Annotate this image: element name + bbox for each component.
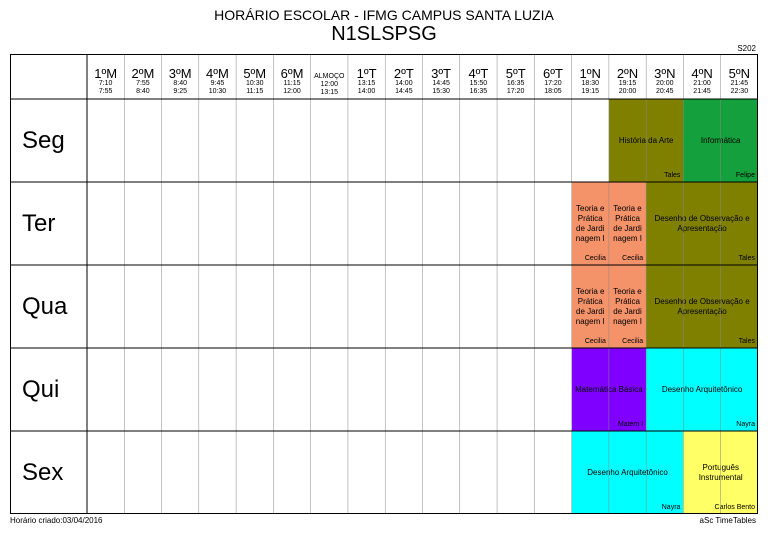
lesson-block[interactable] <box>609 265 646 348</box>
lesson-block[interactable] <box>609 182 646 265</box>
period-label: 5ºT <box>505 66 526 81</box>
period-start: 14:45 <box>432 80 450 87</box>
period-label: 4ºM <box>206 66 229 81</box>
period-start: 21:00 <box>693 80 711 87</box>
lesson-teacher: Cecilia <box>584 255 606 262</box>
period-header <box>273 54 310 99</box>
lesson-teacher: Tales <box>738 338 755 345</box>
lesson-teacher: Felipe <box>735 172 755 179</box>
period-header <box>385 54 422 99</box>
lesson-subject: Teoria e Prática de Jardi nagem I <box>575 286 605 326</box>
lesson-subject: Desenho de Observação e Apresentação <box>654 296 750 316</box>
period-label: 2ºT <box>393 66 414 81</box>
period-label: 4ºN <box>691 66 713 81</box>
period-start: 21:45 <box>730 80 749 87</box>
created-date: Horário criado:03/04/2016 <box>10 516 103 525</box>
period-end: 7:55 <box>98 88 113 95</box>
period-start: 15:50 <box>469 80 488 87</box>
lesson-block[interactable] <box>646 348 758 431</box>
period-end: 11:15 <box>246 88 264 95</box>
period-start: 14:00 <box>395 80 413 87</box>
period-label: 3ºM <box>168 66 192 81</box>
day-label: Sex <box>22 458 64 486</box>
lesson-teacher: Tales <box>664 172 681 179</box>
day-label: Seg <box>22 126 65 154</box>
period-end: 17:20 <box>506 88 525 95</box>
period-end: 13:15 <box>320 89 339 96</box>
lesson-teacher: Cecilia <box>622 338 644 345</box>
period-header <box>162 54 199 99</box>
period-end: 10:30 <box>208 88 227 95</box>
lesson-subject: Português Instrumental <box>698 462 743 482</box>
period-end: 21:45 <box>693 88 711 95</box>
period-header <box>460 54 497 99</box>
lesson-subject: Teoria e Prática de Jardi nagem I <box>613 203 642 243</box>
period-end: 9:25 <box>173 88 187 95</box>
school-title: HORÁRIO ESCOLAR - IFMG CAMPUS SANTA LUZIA <box>214 7 554 23</box>
period-end: 20:45 <box>656 88 674 95</box>
period-end: 15:30 <box>432 88 450 95</box>
period-start: 11:15 <box>283 80 301 87</box>
period-start: 8:40 <box>173 80 187 87</box>
lesson-block[interactable] <box>646 182 758 265</box>
lesson-block[interactable] <box>572 265 609 348</box>
lesson-subject: Teoria e Prática de Jardi nagem I <box>613 286 642 326</box>
period-label: 6ºT <box>543 66 563 81</box>
lesson-block[interactable] <box>609 99 684 182</box>
day-label: Qui <box>22 375 60 403</box>
period-end: 18:05 <box>544 88 562 95</box>
lesson-subject: Desenho de Observação e Apresentação <box>654 213 750 233</box>
period-header <box>348 54 385 99</box>
generator-credit: aSc TimeTables <box>699 516 756 525</box>
day-label: Ter <box>22 209 56 237</box>
lesson-subject: Desenho Arquitetônico <box>587 467 668 477</box>
period-header <box>311 54 348 99</box>
lesson-block[interactable] <box>646 265 758 348</box>
period-start: 20:00 <box>656 80 674 87</box>
room-label: S202 <box>737 44 756 53</box>
lesson-block[interactable] <box>572 348 647 431</box>
period-label: 4ºT <box>468 66 489 81</box>
period-label: 3ºN <box>654 66 676 81</box>
lesson-teacher: Carlos Bento <box>714 504 755 511</box>
lesson-subject: História da Arte <box>618 135 674 145</box>
period-header <box>683 54 720 99</box>
period-start: 7:10 <box>98 80 113 87</box>
period-header <box>423 54 460 99</box>
period-start: 12:00 <box>320 81 339 88</box>
period-label: 6ºM <box>280 66 304 81</box>
lesson-teacher: Matem I <box>617 421 644 428</box>
period-end: 19:15 <box>581 88 599 95</box>
class-code: N1SLSPSG <box>331 23 437 45</box>
period-label: 1ºT <box>356 66 377 81</box>
lesson-teacher: Tales <box>738 255 755 262</box>
period-header <box>199 54 236 99</box>
lesson-subject: Desenho Arquitetônico <box>661 384 743 394</box>
period-end: 22:30 <box>730 88 749 95</box>
period-start: 18:30 <box>581 80 599 87</box>
period-start: 10:30 <box>245 80 264 87</box>
lesson-subject: Matemática Básica <box>575 384 643 394</box>
period-header <box>87 54 124 99</box>
day-label: Qua <box>22 292 68 320</box>
period-label: 2ºN <box>616 66 639 81</box>
lesson-block[interactable] <box>683 99 758 182</box>
period-header <box>609 54 646 99</box>
period-header <box>124 54 161 99</box>
period-header <box>236 54 273 99</box>
period-header <box>497 54 534 99</box>
lesson-block[interactable] <box>683 431 758 514</box>
period-header <box>646 54 683 99</box>
lesson-subject: Informática <box>700 135 741 145</box>
period-label: 5ºN <box>728 66 751 81</box>
period-start: 16:35 <box>506 80 525 87</box>
period-end: 12:00 <box>283 88 301 95</box>
lesson-block[interactable] <box>572 182 609 265</box>
period-label: 3ºT <box>431 66 452 81</box>
period-end: 14:00 <box>357 88 376 95</box>
period-start: 19:15 <box>618 80 637 87</box>
period-label: 2ºM <box>131 66 155 81</box>
lesson-subject: Teoria e Prática de Jardi nagem I <box>575 203 605 243</box>
period-label: ALMOÇO <box>314 73 345 80</box>
lesson-block[interactable] <box>572 431 684 514</box>
period-header <box>721 54 758 99</box>
period-end: 8:40 <box>136 88 150 95</box>
period-end: 16:35 <box>469 88 488 95</box>
period-label: 1ºM <box>94 66 118 81</box>
period-start: 9:45 <box>210 80 225 87</box>
period-start: 17:20 <box>544 80 562 87</box>
lesson-teacher: Nayra <box>661 504 681 511</box>
lesson-teacher: Nayra <box>736 421 755 428</box>
period-end: 14:45 <box>395 88 413 95</box>
period-header <box>572 54 609 99</box>
period-label: 5ºM <box>243 66 267 81</box>
period-start: 13:15 <box>357 80 376 87</box>
lesson-teacher: Cecilia <box>584 338 606 345</box>
period-label: 1ºN <box>579 66 601 81</box>
lesson-teacher: Cecilia <box>622 255 644 262</box>
period-start: 7:55 <box>136 80 150 87</box>
period-header <box>534 54 571 99</box>
period-end: 20:00 <box>618 88 637 95</box>
timetable-grid <box>10 54 758 514</box>
